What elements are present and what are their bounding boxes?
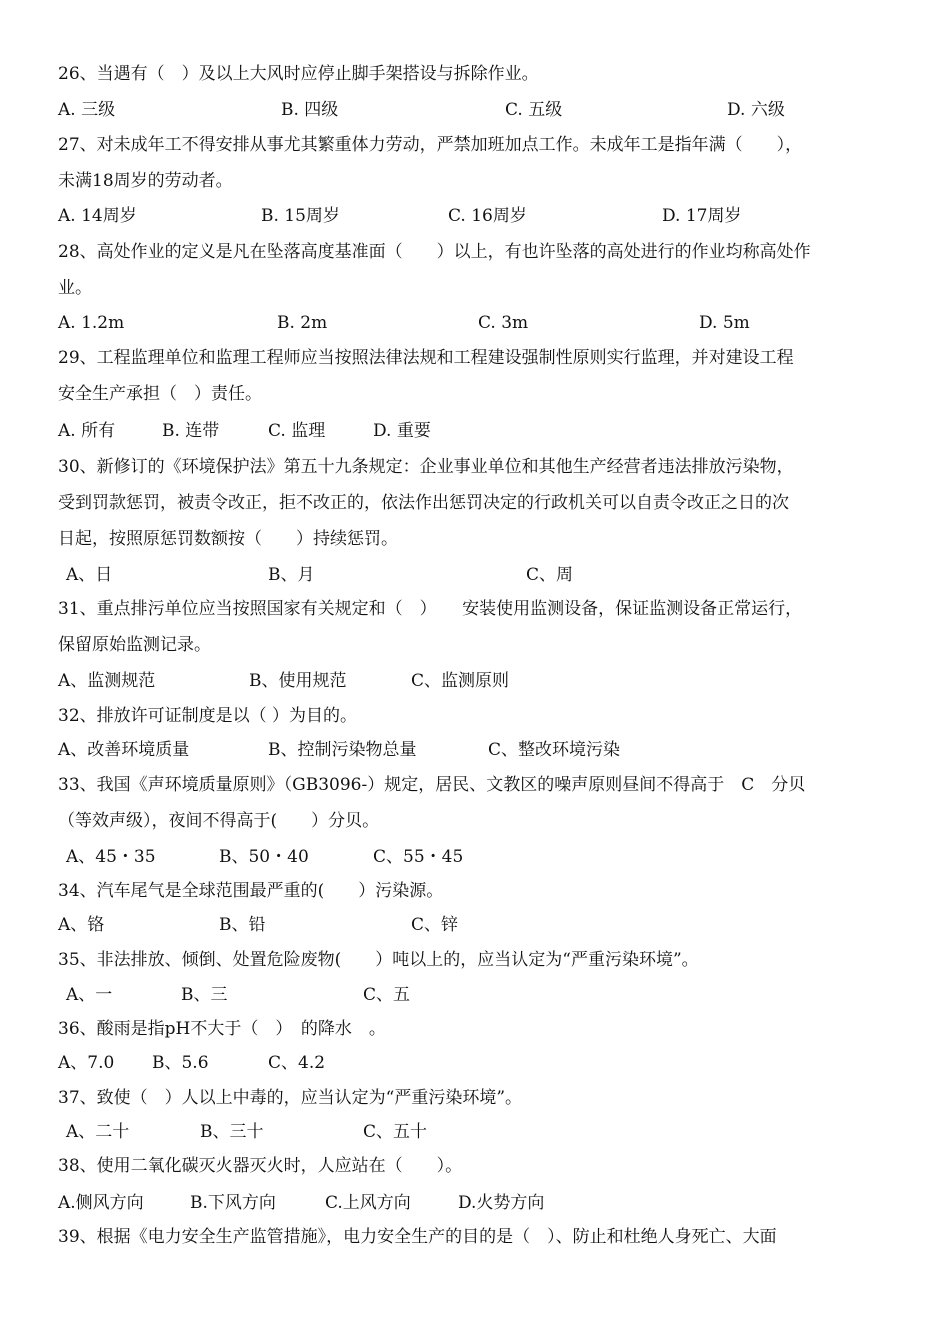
q34-option-b: B、铅 xyxy=(219,915,266,935)
question-29-text-line1: 29、工程监理单位和监理工程师应当按照法律法规和工程建设强制性原则实行监理，并对建设工程 xyxy=(58,348,794,368)
q29-option-b: B. 连带 xyxy=(162,421,220,441)
question-34-text: 34、汽车尾气是全球范围最严重的( ）污染源。 xyxy=(58,881,444,901)
q27-option-d: D. 17周岁 xyxy=(662,206,742,226)
question-31-text-line2: 保留原始监测记录。 xyxy=(58,635,211,655)
question-32-text: 32、排放许可证制度是以（ ）为目的。 xyxy=(58,706,358,726)
q30-option-c: C、周 xyxy=(526,565,574,585)
q31-option-b: B、使用规范 xyxy=(249,671,347,691)
q28-option-a: A. 1.2m xyxy=(58,313,125,333)
q34-option-c: C、锌 xyxy=(411,915,459,935)
q36-option-c: C、4.2 xyxy=(268,1053,326,1073)
q29-option-c: C. 监理 xyxy=(268,421,326,441)
q32-option-a: A、改善环境质量 xyxy=(58,740,190,760)
question-30-text-line1: 30、新修订的《环境保护法》第五十九条规定：企业事业单位和其他生产经营者违法排放污染物， xyxy=(58,457,794,477)
q29-option-a: A. 所有 xyxy=(58,421,116,441)
q29-option-d: D. 重要 xyxy=(373,421,431,441)
q28-option-b: B. 2m xyxy=(277,313,328,333)
question-35-text: 35、非法排放、倾倒、处置危险废物( ）吨以上的，应当认定为“严重污染环境”。 xyxy=(58,950,699,970)
q38-option-b: B.下风方向 xyxy=(190,1193,276,1213)
question-28-text-line1: 28、高处作业的定义是凡在坠落高度基准面（ ）以上，有也许坠落的高处进行的作业均称高处作 xyxy=(58,242,811,262)
q26-option-b: B. 四级 xyxy=(281,100,339,120)
question-31-text-line1: 31、重点排污单位应当按照国家有关规定和（ ） 安装使用监测设备，保证监测设备正常运行， xyxy=(58,599,803,619)
q38-option-c: C.上风方向 xyxy=(325,1193,411,1213)
question-30-text-line3: 日起，按照原惩罚数额按（ ）持续惩罚。 xyxy=(58,529,398,549)
q26-option-d: D. 六级 xyxy=(727,100,785,120)
q34-option-a: A、铬 xyxy=(58,915,105,935)
q35-option-b: B、三 xyxy=(181,985,228,1005)
q37-option-a: A、二十 xyxy=(66,1122,130,1142)
q30-option-b: B、月 xyxy=(268,565,315,585)
question-33-text-line1: 33、我国《声环境质量原则》（GB3096-）规定，居民、文教区的噪声原则昼间不得高于 C 分贝 xyxy=(58,775,806,795)
q26-option-a: A. 三级 xyxy=(58,100,116,120)
q37-option-c: C、五十 xyxy=(363,1122,428,1142)
q28-option-d: D. 5m xyxy=(699,313,750,333)
q33-option-b: B、50・40 xyxy=(219,847,309,867)
q31-option-c: C、监测原则 xyxy=(411,671,510,691)
question-38-text: 38、使用二氧化碳灭火器灭火时，人应站在（ ）。 xyxy=(58,1156,463,1176)
question-27-text-line1: 27、对未成年工不得安排从事尤其繁重体力劳动，严禁加班加点工作。未成年工是指年满（ ）， xyxy=(58,135,803,155)
q38-option-d: D.火势方向 xyxy=(458,1193,545,1213)
q36-option-a: A、7.0 xyxy=(58,1053,115,1073)
q33-option-a: A、45・35 xyxy=(66,847,156,867)
q28-option-c: C. 3m xyxy=(478,313,529,333)
q27-option-a: A. 14周岁 xyxy=(58,206,137,226)
q33-option-c: C、55・45 xyxy=(373,847,464,867)
q26-option-c: C. 五级 xyxy=(505,100,563,120)
q37-option-b: B、三十 xyxy=(200,1122,264,1142)
q32-option-b: B、控制污染物总量 xyxy=(268,740,417,760)
q27-option-c: C. 16周岁 xyxy=(448,206,527,226)
q36-option-b: B、5.6 xyxy=(152,1053,209,1073)
question-28-text-line2: 业。 xyxy=(58,278,92,298)
q30-option-a: A、日 xyxy=(66,565,113,585)
question-26-text: 26、当遇有（ ）及以上大风时应停止脚手架搭设与拆除作业。 xyxy=(58,64,539,84)
question-39-text: 39、根据《电力安全生产监管措施》，电力安全生产的目的是（ ）、防止和杜绝人身死亡、大面 xyxy=(58,1227,777,1247)
question-36-text: 36、酸雨是指pH不大于（ ） 的降水 。 xyxy=(58,1019,386,1039)
q27-option-b: B. 15周岁 xyxy=(261,206,340,226)
q38-option-a: A.侧风方向 xyxy=(58,1193,144,1213)
question-37-text: 37、致使（ ）人以上中毒的，应当认定为“严重污染环境”。 xyxy=(58,1088,523,1108)
question-30-text-line2: 受到罚款惩罚，被责令改正，拒不改正的，依法作出惩罚决定的行政机关可以自责令改正之日的次 xyxy=(58,493,789,513)
q31-option-a: A、监测规范 xyxy=(58,671,156,691)
q32-option-c: C、整改环境污染 xyxy=(488,740,621,760)
question-33-text-line2: （等效声级），夜间不得高于( ）分贝。 xyxy=(58,811,380,831)
question-27-text-line2: 未满18周岁的劳动者。 xyxy=(58,171,233,191)
q35-option-a: A、一 xyxy=(66,985,113,1005)
question-29-text-line2: 安全生产承担（ ）责任。 xyxy=(58,384,262,404)
q35-option-c: C、五 xyxy=(363,985,411,1005)
